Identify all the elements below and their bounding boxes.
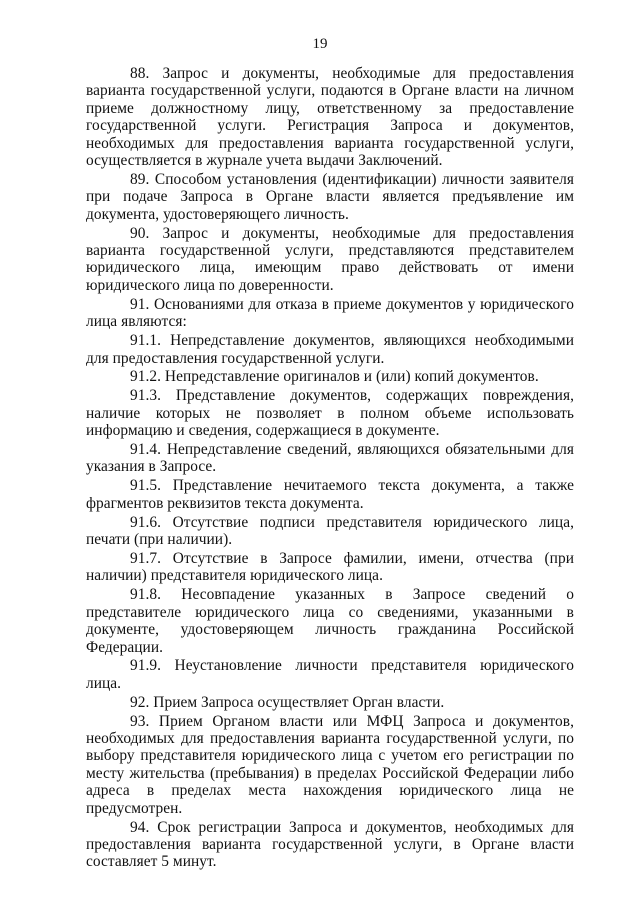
paragraph-91-6: 91.6. Отсутствие подписи представителя юридического лица, печати (при наличии). — [86, 513, 574, 549]
paragraph-91-3: 91.3. Представление документов, содержащих повреждения, наличие которых не позволяет в полном объеме использовать информацию и сведения, содержащиеся в документе. — [86, 387, 574, 440]
paragraph-89: 89. Способом установления (идентификации) личности заявителя при подаче Запроса в Органе власти является предъявление им документа, удостоверяющего личность. — [86, 170, 574, 223]
paragraph-90: 90. Запрос и документы, необходимые для предоставления варианта государственной услуги, представляются представителем юридического лица, имеющим право действовать от имени юридического лица по доверенности. — [86, 224, 574, 294]
paragraph-93: 93. Прием Органом власти или МФЦ Запроса и документов, необходимых для предоставления варианта государственной услуги, по выбору представителя юридического лица с учетом его регистрации по месту жительства (пребывания) в пределах Российской Федерации либо адреса в пределах места нахождения юридического лица не предусмотрен. — [86, 712, 574, 817]
page-number: 19 — [312, 36, 328, 52]
document-body — [86, 65, 574, 872]
paragraph-91-8: 91.8. Несовпадение указанных в Запросе сведений о представителе юридического лица со сведениями, указанными в документе, удостоверяющем личность гражданина Российской Федерации. — [86, 586, 574, 656]
paragraph-88: 88. Запрос и документы, необходимые для предоставления варианта государственной услуги, подаются в Органе власти на личном приеме должностному лицу, ответственному за предоставление государственной услуги. Регистрация Запроса и документов, необходимых для предоставления варианта государственной услуги, осуществляется в журнале учета выдачи Заключений. — [86, 65, 574, 170]
paragraph-91-2: 91.2. Непредставление оригиналов и (или) копий документов. — [130, 368, 539, 386]
paragraph-91-4: 91.4. Непредставление сведений, являющихся обязательными для указания в Запросе. — [86, 441, 574, 476]
paragraph-91-1: 91.1. Непредставление документов, являющихся необходимыми для предоставления государственной услуги. — [86, 332, 574, 367]
paragraph-91: 91. Основаниями для отказа в приеме документов у юридического лица являются: — [86, 295, 574, 331]
paragraph-91-7: 91.7. Отсутствие в Запросе фамилии, имени, отчества (при наличии) представителя юридического лица. — [86, 549, 574, 585]
paragraph-92: 92. Прием Запроса осуществляет Орган власти. — [130, 693, 445, 711]
paragraph-91-5: 91.5. Представление нечитаемого текста документа, а также фрагментов реквизитов текста документа. — [86, 477, 574, 512]
paragraph-91-9: 91.9. Неустановление личности представителя юридического лица. — [86, 657, 574, 692]
paragraph-94: 94. Срок регистрации Запроса и документов, необходимых для предоставления варианта государственной услуги, в Органе власти составляет 5 минут. — [86, 818, 574, 871]
